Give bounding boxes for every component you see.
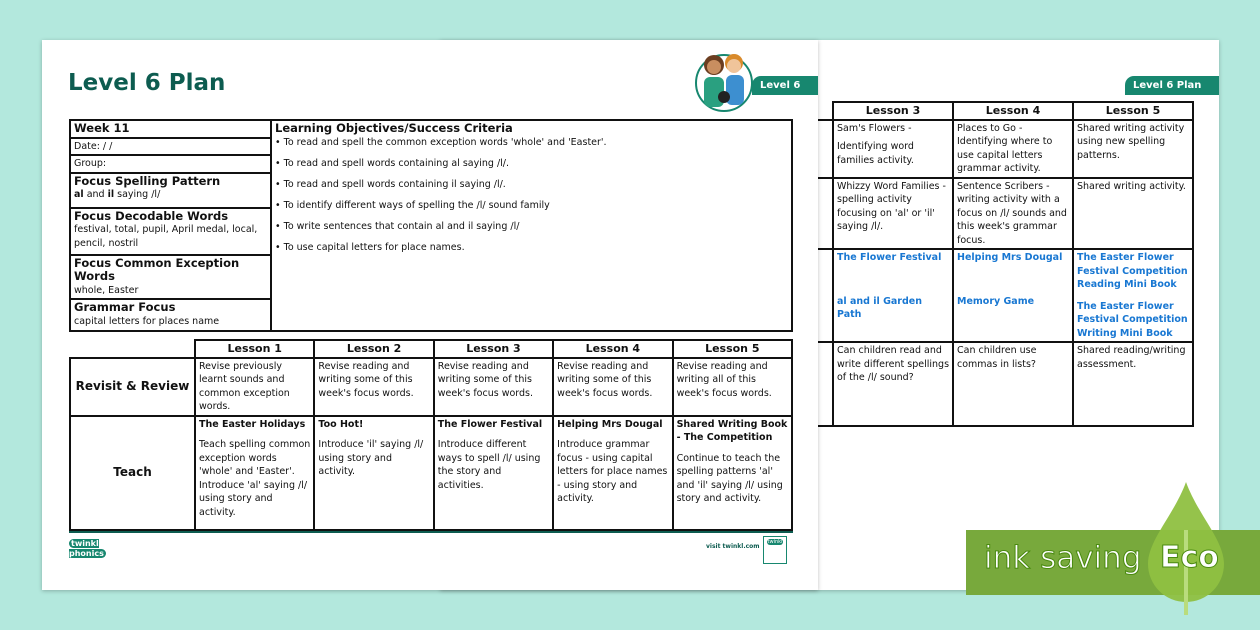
back-lesson-table xyxy=(818,101,1194,427)
exception-label: Focus Common Exception Words xyxy=(74,255,240,283)
cell: Shared reading/writing assessment. xyxy=(1073,342,1193,426)
lesson-header: Lesson 2 xyxy=(314,340,433,358)
lesson-header: Lesson 5 xyxy=(673,340,792,358)
revisit-cell: Revise reading and writing some of this week's focus words. xyxy=(434,358,553,416)
resource-link[interactable]: The Easter Flower Festival Competition Reading Mini Book xyxy=(1077,252,1188,290)
resource-link[interactable]: al and il Garden Path xyxy=(837,295,922,320)
cell: Shared writing activity using new spelling patterns. xyxy=(1073,120,1193,178)
plan-info-table xyxy=(69,119,793,332)
week-label: Week 11 xyxy=(70,120,271,138)
front-page-preview xyxy=(42,40,818,590)
cell: Places to Go - Identifying where to use capital letters grammar activity. xyxy=(953,120,1073,178)
header-cell: Lesson 4 xyxy=(953,102,1073,120)
cell xyxy=(833,120,953,178)
decodable-label: Focus Decodable Words xyxy=(74,208,229,223)
teach-title: Shared Writing Book - The Competition xyxy=(676,418,788,443)
page-tab: Level 6 Plan xyxy=(1125,76,1219,95)
resource-link[interactable]: Helping Mrs Dougal xyxy=(957,252,1063,263)
lesson-table xyxy=(69,339,793,531)
resource-link[interactable]: The Flower Festival xyxy=(837,252,942,263)
objective-item: • To identify different ways of spelling the /l/ sound family xyxy=(275,199,788,213)
eco-badge: Eco xyxy=(1160,540,1219,575)
objective-item: • To read and spell words containing il saying /l/. xyxy=(275,178,788,192)
footer-divider xyxy=(69,531,793,533)
row-label-revisit: Revisit & Review xyxy=(70,358,195,416)
teach-text: Introduce grammar focus - using capital letters for place names - using story and activity. xyxy=(557,439,668,504)
twinkl-phonics-logo: twinkl phonics xyxy=(69,539,104,558)
cell-title: Sam's Flowers - xyxy=(837,122,912,134)
group-field[interactable]: Group: xyxy=(70,155,271,173)
resource-link[interactable]: The Easter Flower Festival Competition Writing Mini Book xyxy=(1077,300,1188,339)
cell: Can children read and write different spellings of the /l/ sound? xyxy=(833,342,953,426)
teach-text: Introduce 'il' saying /l/ using story and activity. xyxy=(318,439,424,477)
lesson-header: Lesson 1 xyxy=(195,340,314,358)
teach-title: Too Hot! xyxy=(318,418,364,430)
row-label-teach: Teach xyxy=(70,416,195,530)
spelling-label: Focus Spelling Pattern xyxy=(74,173,221,188)
spelling-pattern: al and il saying /l/ xyxy=(74,189,161,200)
children-avatar-icon xyxy=(694,45,754,113)
objectives-title: Learning Objectives/Success Criteria xyxy=(275,121,513,135)
grammar-focus: capital letters for places name xyxy=(74,315,220,327)
objective-item: • To write sentences that contain al and il saying /l/ xyxy=(275,220,788,234)
grammar-label: Grammar Focus xyxy=(74,300,176,314)
objective-item: • To read and spell the common exception words 'whole' and 'Easter'. xyxy=(275,136,788,150)
cell: Can children use commas in lists? xyxy=(953,342,1073,426)
cell-text: Identifying word families activity. xyxy=(837,141,914,166)
revisit-cell: Revise reading and writing some of this week's focus words. xyxy=(553,358,672,416)
date-field[interactable]: Date: / / xyxy=(70,138,271,156)
ink-saving-label: ink saving xyxy=(984,540,1142,576)
objective-item: • To read and spell words containing al saying /l/. xyxy=(275,157,788,171)
resource-link[interactable]: Memory Game xyxy=(957,295,1035,307)
teach-text: Introduce different ways to spell /l/ using the story and activities. xyxy=(437,439,541,491)
teach-text: Continue to teach the spelling patterns 'al' and 'il' saying /l/ using story and activity. xyxy=(676,452,783,504)
teach-title: The Flower Festival xyxy=(437,418,543,430)
cell: Whizzy Word Families -spelling activity focusing on 'al' or 'il' saying /l/. xyxy=(833,178,953,250)
footer-url[interactable]: visit twinkl.com xyxy=(706,543,760,550)
level-tab: Level 6 xyxy=(752,76,818,95)
revisit-cell: Revise previously learnt sounds and common exception words. xyxy=(195,358,314,416)
objective-item: • To use capital letters for place names. xyxy=(275,241,788,255)
header-cell: Lesson 5 xyxy=(1073,102,1193,120)
quality-badge-icon: twinkl xyxy=(763,536,787,564)
teach-title: The Easter Holidays xyxy=(199,418,306,430)
header-cell: Lesson 3 xyxy=(833,102,953,120)
lesson-header: Lesson 3 xyxy=(434,340,553,358)
cell: Shared writing activity. xyxy=(1073,178,1193,250)
teach-title: Helping Mrs Dougal xyxy=(557,418,663,430)
teach-text: Teach spelling common exception words 'whole' and 'Easter'. Introduce 'al' saying /l/ using story and activity. xyxy=(199,439,311,518)
lesson-header: Lesson 4 xyxy=(553,340,672,358)
revisit-cell: Revise reading and writing some of this week's focus words. xyxy=(314,358,433,416)
page-title: Level 6 Plan xyxy=(68,70,226,96)
revisit-cell: Revise reading and writing all of this week's focus words. xyxy=(673,358,792,416)
cell: Sentence Scribers - writing activity with a focus on /l/ sounds and this week's grammar focus. xyxy=(953,178,1073,250)
decodable-words: festival, total, pupil, April medal, local, pencil, nostril xyxy=(74,224,258,249)
objectives-list xyxy=(275,136,788,255)
exception-words: whole, Easter xyxy=(74,284,139,296)
